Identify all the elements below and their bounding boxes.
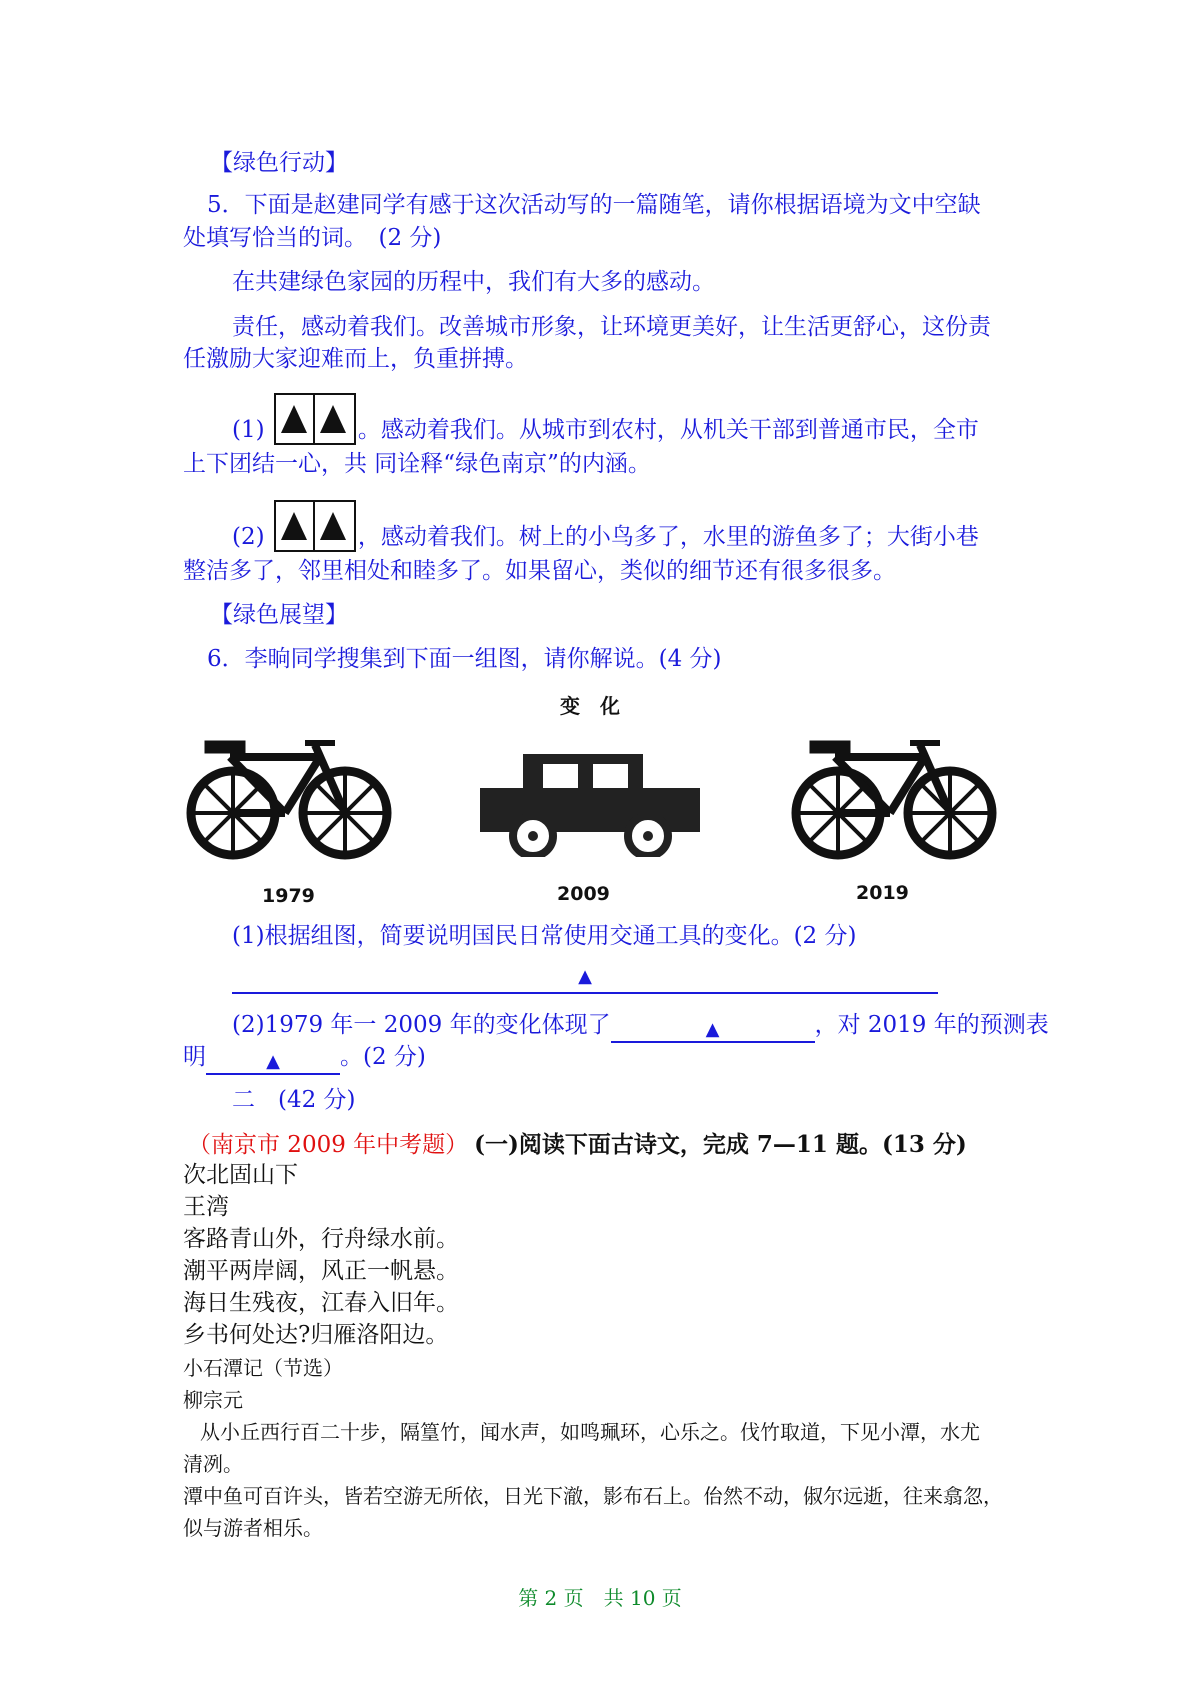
poem-author: 王湾 [183, 1194, 229, 1220]
prose-paragraph-1a: 从小丘西行百二十步，隔篁竹，闻水声，如鸣珮环，心乐之。伐竹取道，下见小潭，水尤 [200, 1420, 980, 1444]
reading-intro-line [188, 1133, 967, 1157]
triangle-icon [281, 512, 307, 540]
sub2-text-c: 明 [183, 1044, 206, 1070]
section-heading-green-action: 【绿色行动】 [210, 150, 348, 176]
answer-blank-6-2a[interactable] [611, 1017, 815, 1043]
sub2-text-a: (2)1979 年一 2009 年的变化体现了 [232, 1012, 611, 1038]
prose-paragraph-2a: 潭中鱼可百许头，皆若空游无所依，日光下澈，影布石上。佁然不动，俶尔远逝，往来翕忽， [183, 1484, 1003, 1508]
poem-line-2: 潮平两岸阔，风正一帆悬。 [183, 1258, 459, 1284]
answer-box-1[interactable] [274, 393, 356, 445]
exam-source: （南京市 2009 年中考题） [188, 1132, 469, 1158]
part-2-heading: 二 (42 分) [232, 1087, 356, 1113]
sub2-text-d: 。(2 分) [340, 1044, 426, 1070]
answer-blank-6-2b[interactable] [206, 1049, 340, 1075]
sub2-text-b: ，对 2019 年的预测表 [814, 1012, 1049, 1038]
car-2009-image [478, 752, 703, 857]
essay-item-2 [232, 500, 979, 552]
poem-line-3: 海日生残夜，江春入旧年。 [183, 1290, 459, 1316]
question-6-sub1: (1)根据组图，简要说明国民日常使用交通工具的变化。(2 分) [232, 923, 857, 949]
triangle-icon: ▲ [705, 1019, 720, 1040]
bicycle-1979-image [185, 735, 395, 860]
essay-item-1 [232, 393, 979, 445]
answer-line-6-1[interactable] [232, 968, 938, 994]
essay-paragraph-2a: 责任，感动着我们。改善城市形象，让环境更美好，让生活更舒心，这份责 [232, 314, 991, 340]
year-label-1979: 1979 [262, 885, 315, 907]
item-2-text: ，感动着我们。树上的小鸟多了，水里的游鱼多了；大街小巷 [357, 524, 979, 550]
page-footer: 第 2 页 共 10 页 [518, 1586, 682, 1610]
question-5-line1: 5．下面是赵建同学有感于这次活动写的一篇随笔，请你根据语境为文中空缺 [207, 192, 981, 218]
section-heading-green-outlook: 【绿色展望】 [210, 602, 348, 628]
question-5-line2: 处填写恰当的词。 (2 分) [183, 225, 442, 251]
prose-title: 小石潭记（节选） [183, 1356, 343, 1380]
question-6-sub2 [232, 1014, 1049, 1043]
item-1-label: (1) [232, 417, 265, 443]
bicycle-2019-image [790, 735, 1000, 860]
triangle-icon: ▲ [266, 1051, 280, 1072]
poem-line-1: 客路青山外，行舟绿水前。 [183, 1226, 459, 1252]
triangle-icon [320, 512, 346, 540]
prose-author: 柳宗元 [183, 1388, 243, 1412]
essay-paragraph-2b: 任激励大家迎难而上，负重拼搏。 [183, 346, 528, 372]
figure-title: 变化 [560, 694, 640, 718]
answer-box-2[interactable] [274, 500, 356, 552]
year-label-2019: 2019 [856, 882, 909, 904]
essay-item-1-line2: 上下团结一心，共 同诠释“绿色南京”的内涵。 [183, 451, 651, 477]
triangle-icon [281, 405, 307, 433]
prose-paragraph-1b: 清冽。 [183, 1452, 243, 1476]
essay-paragraph-1: 在共建绿色家园的历程中，我们有大多的感动。 [232, 269, 715, 295]
item-2-label: (2) [232, 524, 265, 550]
triangle-icon: ▲ [578, 966, 592, 987]
question-6-sub2-line2 [183, 1046, 426, 1075]
reading-instructions: (一)阅读下面古诗文，完成 7—11 题。(13 分) [474, 1131, 967, 1158]
year-label-2009: 2009 [557, 883, 610, 905]
question-6-line1: 6．李晌同学搜集到下面一组图，请你解说。(4 分) [207, 646, 722, 672]
poem-line-4: 乡书何处达?归雁洛阳边。 [183, 1322, 449, 1348]
item-1-text: 。感动着我们。从城市到农村，从机关干部到普通市民，全市 [357, 417, 979, 443]
triangle-icon [320, 405, 346, 433]
essay-item-2-line2: 整洁多了，邻里相处和睦多了。如果留心，类似的细节还有很多很多。 [183, 558, 896, 584]
prose-paragraph-2b: 似与游者相乐。 [183, 1516, 323, 1540]
poem-title: 次北固山下 [183, 1162, 298, 1188]
